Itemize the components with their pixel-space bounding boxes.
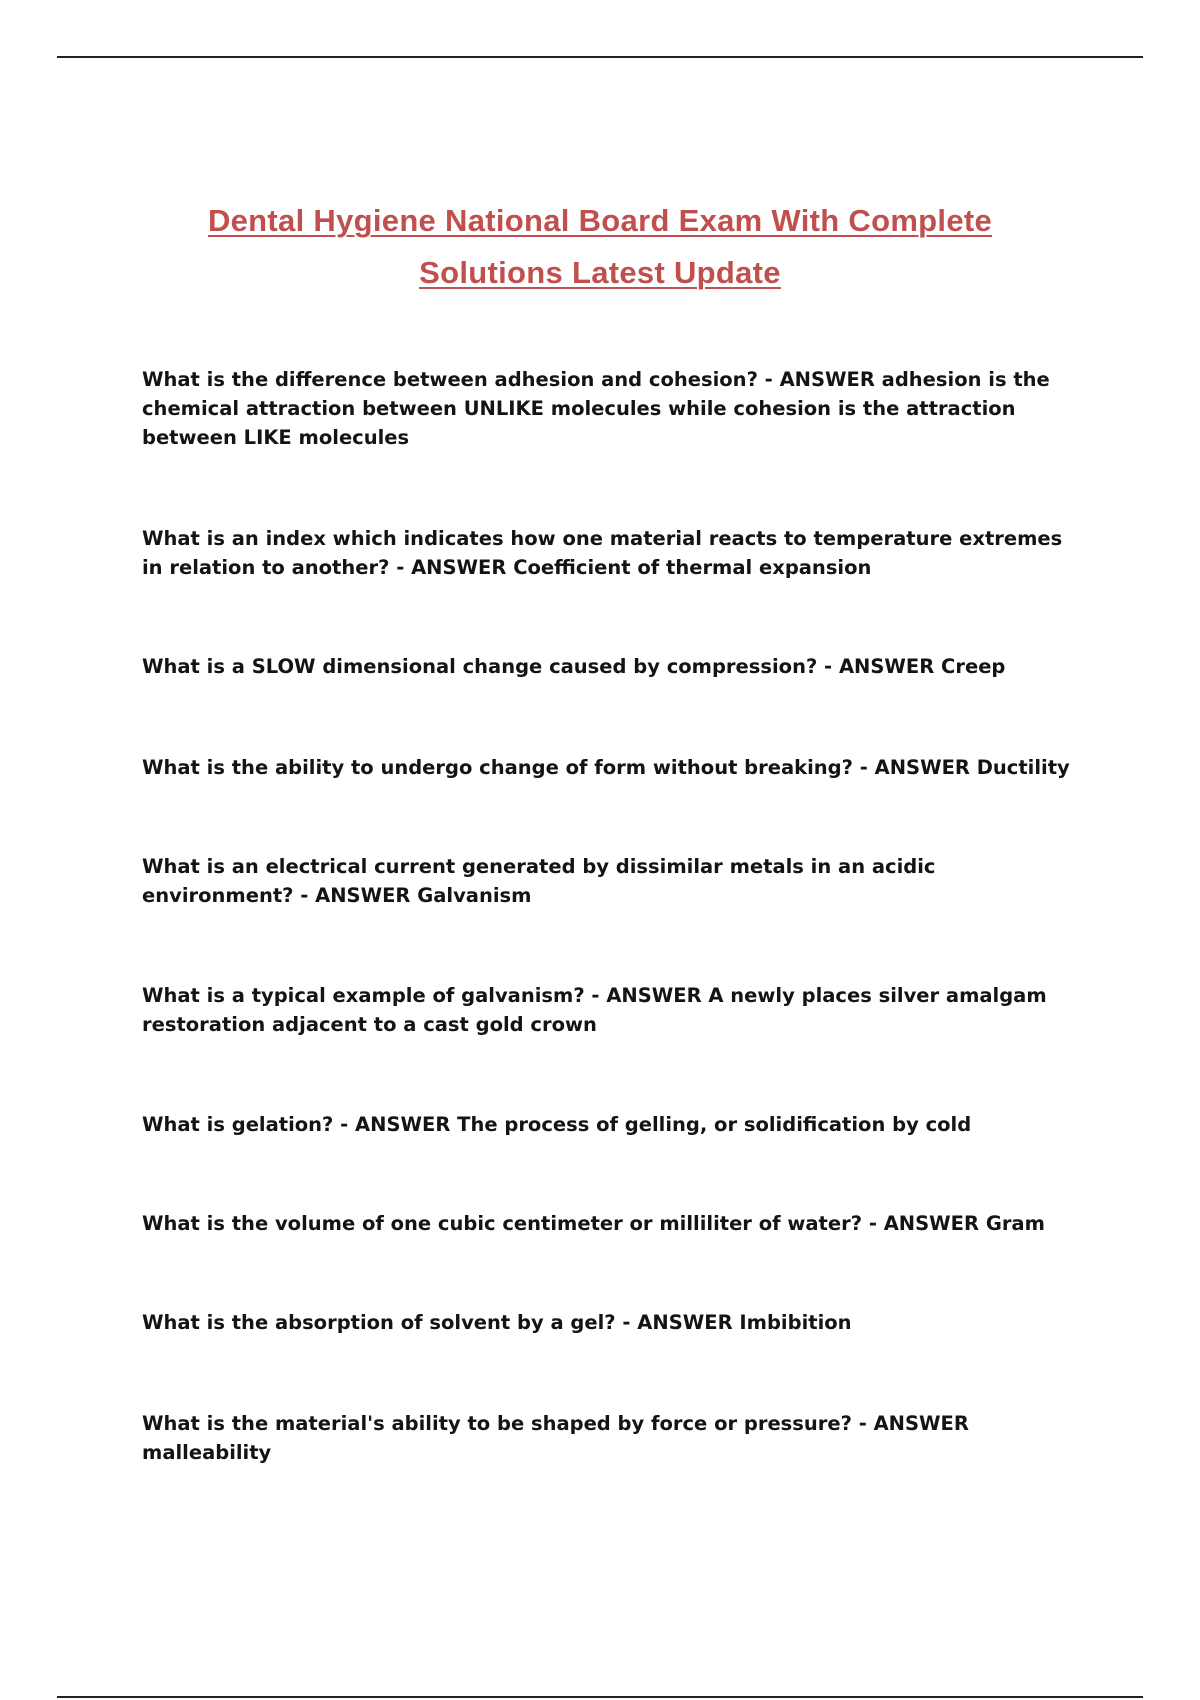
question-text: What is a SLOW dimensional change caused by compression? bbox=[142, 655, 818, 678]
answer-label: ANSWER bbox=[874, 756, 970, 779]
answer-text: Gram bbox=[985, 1212, 1045, 1235]
qa-item-4: What is the ability to undergo change of form without breaking? - ANSWER Ductility bbox=[142, 756, 1070, 779]
question-text: What is the volume of one cubic centimeter or milliliter of water? bbox=[142, 1212, 863, 1235]
qa-item-10: What is the material's ability to be shaped by force or pressure? - ANSWER malleability bbox=[142, 1412, 969, 1464]
answer-label: ANSWER bbox=[883, 1212, 980, 1235]
qa-item-5: What is an electrical current generated by dissimilar metals in an acidic environment? - ANSWER Galvanism bbox=[142, 855, 936, 907]
answer-text: A newly places silver amalgam restoration adjacent to a cast gold crown bbox=[142, 984, 1047, 1036]
answer-text: Coefficient of thermal expansion bbox=[513, 556, 872, 579]
question-text: What is the difference between adhesion and cohesion? bbox=[142, 368, 758, 391]
qa-item-1: What is the difference between adhesion and cohesion? - ANSWER adhesion is the chemical attraction between UNLIKE molecules while cohesion is the attraction between LIKE molecules bbox=[142, 368, 1050, 449]
answer-label: ANSWER bbox=[355, 1113, 451, 1136]
title-line-1: Dental Hygiene National Board Exam With Complete bbox=[207, 203, 993, 238]
answer-text: Ductility bbox=[976, 756, 1070, 779]
title-line-2: Solutions Latest Update bbox=[419, 255, 781, 290]
qa-item-7: What is gelation? - ANSWER The process of gelling, or solidification by cold bbox=[142, 1113, 972, 1136]
qa-item-2: What is an index which indicates how one material reacts to temperature extremes in relation to another? - ANSWER Coefficient of thermal expansion bbox=[142, 527, 1063, 579]
qa-item-8: What is the volume of one cubic centimeter or milliliter of water? - ANSWER Gram bbox=[142, 1212, 1045, 1235]
top-rule bbox=[57, 56, 1143, 58]
answer-text: Imbibition bbox=[739, 1311, 852, 1334]
answer-label: ANSWER bbox=[606, 984, 702, 1007]
answer-text: Galvanism bbox=[417, 884, 532, 907]
answer-text: malleability bbox=[142, 1441, 272, 1464]
question-text: What is the ability to undergo change of form without breaking? bbox=[142, 756, 853, 779]
bottom-rule bbox=[57, 1696, 1143, 1698]
qa-item-6: What is a typical example of galvanism? - ANSWER A newly places silver amalgam restoration adjacent to a cast gold crown bbox=[142, 984, 1047, 1036]
question-text: What is gelation? bbox=[142, 1113, 334, 1136]
answer-label: ANSWER bbox=[838, 655, 935, 678]
answer-label: ANSWER bbox=[873, 1412, 969, 1435]
answer-label: ANSWER bbox=[637, 1311, 733, 1334]
question-text: What is the absorption of solvent by a gel? bbox=[142, 1311, 616, 1334]
question-text: What is an index which indicates how one material reacts to temperature extremes in relation to another? bbox=[142, 527, 1063, 579]
answer-label: ANSWER bbox=[411, 556, 507, 579]
answer-text: Creep bbox=[941, 655, 1006, 678]
answer-label: ANSWER bbox=[779, 368, 875, 391]
question-text: What is a typical example of galvanism? bbox=[142, 984, 585, 1007]
answer-label: ANSWER bbox=[315, 884, 411, 907]
question-text: What is the material's ability to be shaped by force or pressure? bbox=[142, 1412, 852, 1435]
question-text: What is an electrical current generated by dissimilar metals in an acidic environment? bbox=[142, 855, 936, 907]
answer-text: adhesion is the chemical attraction between UNLIKE molecules while cohesion is the attraction between LIKE molecules bbox=[142, 368, 1050, 449]
qa-item-9: What is the absorption of solvent by a gel? - ANSWER Imbibition bbox=[142, 1311, 852, 1334]
qa-item-3: What is a SLOW dimensional change caused by compression? - ANSWER Creep bbox=[142, 655, 1006, 678]
document-title bbox=[120, 195, 1080, 299]
answer-text: The process of gelling, or solidification by cold bbox=[457, 1113, 972, 1136]
